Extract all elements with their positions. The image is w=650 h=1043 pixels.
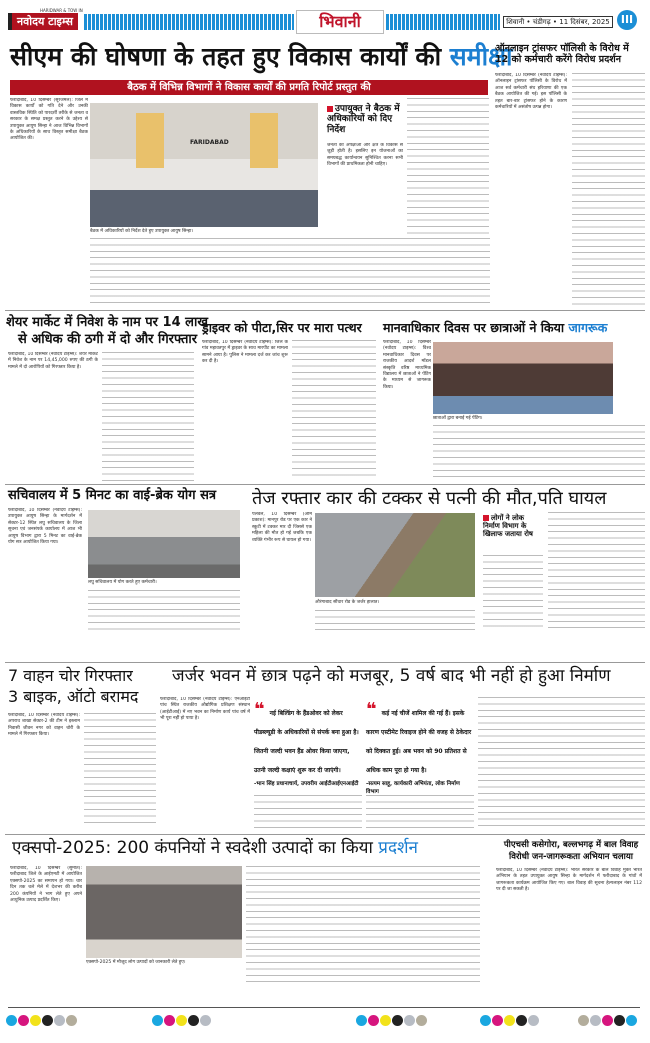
iti-columns-mid	[254, 795, 362, 830]
poster-right	[250, 113, 278, 168]
registration-marks-5	[578, 1011, 638, 1030]
expo-headline: एक्सपो-2025: 200 कंपनियों ने स्वदेशी उत्पादों का किया प्रदर्शन	[12, 838, 418, 858]
accident-headline: तेज रफ्तार कार की टक्कर से पत्नी की मौत,पति घायल	[252, 488, 607, 509]
lead-column-1	[10, 98, 88, 308]
child-marriage-text: फरीदाबाद, 10 दिसम्बर (नवोदय टाइम्स): भारत सरकार के बाल विवाह मुक्त भारत अभियान के तहत उपायुक्त आयुष सिन्हा के मार्गदर्शन में फरीदाबाद के गांवों में जागरूकता कार्यक्रम आयोजित किए गए। बाल विवाह की सूचना हेल्पलाइन नंबर 112 पर दी जा सकती है।	[496, 868, 642, 893]
quote-mark-icon: ❝	[254, 699, 265, 720]
expo-text: फरीदाबाद, 10 दिसम्बर (सुमीत): फरीदाबाद जिले के आईएमटी में आयोजित एक्सपो-2025 का समापन हो गया। चार दिन तक चले मेले में देशभर की करीब 200 कंपनियों ने भाग लेते हुए अपने आधुनिक उत्पाद प्रदर्शित किए।	[10, 866, 82, 904]
divider	[5, 834, 645, 835]
accident-right-columns	[548, 512, 645, 630]
lead-columns-text	[90, 238, 490, 308]
pwd-protest-sidebar: लोगों ने लोक निर्माण विभाग के खिलाफ जताया रोष	[483, 514, 533, 539]
lead-headline-main: सीएम की घोषणा के तहत हुए विकास कार्यों की	[10, 42, 442, 71]
human-rights-text: फरीदाबाद, 10 दिसम्बर (नवोदय टाइम्स): विश्व मानवाधिकार दिवस पर राजकीय आदर्श मॉडल संस्कृति वरिष्ठ माध्यमिक विद्यालय में छात्राओं ने पेंटिंग के माध्यम से जागरूक किया।	[383, 340, 431, 390]
photo-sign: FARIDABAD	[190, 139, 229, 146]
masthead-tagline: HARIDWAR & TOW IN	[40, 8, 83, 13]
thieves-headline-line2: 3 बाइक, ऑटो बरामद	[8, 687, 139, 706]
lead-headline	[10, 44, 513, 69]
registration-marks-3	[356, 1011, 428, 1030]
lead-subhead: बैठक में विभिन्न विभागों ने विकास कार्यों की प्रगति रिपोर्ट प्रस्तुत की	[10, 80, 488, 95]
yoga-headline: सचिवालय में 5 मिनट का वाई-ब्रेक योग सत्र	[8, 488, 217, 503]
yoga-text: फरीदाबाद, 10 दिसम्बर (नवोदय टाइम्स): उपायुक्त आयुष सिन्हा के मार्गदर्शन में सेक्टर-12 स्थित लघु सचिवालय के जिला सूचना एवं जनसंपर्क कार्यालय में आज भी आयुष विभाग द्वारा 5 मिनट का वाई-ब्रेक योग सत्र आयोजित किया गया।	[8, 508, 82, 546]
road-photo	[315, 513, 475, 597]
footer-rule	[8, 1007, 640, 1008]
lead-photo	[90, 103, 318, 227]
expo-headline-accent: प्रदर्शन	[378, 838, 418, 858]
thieves-headline-line1: 7 वाहन चोर गिरफ्तार	[8, 666, 133, 685]
child-marriage-headline-line2: विरोधी जन-जागरूकता अभियान चलाया	[509, 852, 633, 862]
quote1-author: -भान सिंह प्रधानाचार्य, उपवरीय आईटीआईएनआईटी	[254, 781, 359, 787]
divider	[5, 310, 645, 311]
edition-date: शिवानी • चंडीगढ़ • 11 दिसंबर, 2025	[503, 16, 613, 28]
masthead-stripe-left	[84, 14, 294, 30]
fraud-headline-line1: शेयर मार्केट में निवेश के नाम पर 14 लाख	[6, 315, 208, 330]
human-rights-headline: मानवाधिकार दिवस पर छात्राओं ने किया जागरूक	[383, 320, 608, 335]
divider	[5, 484, 645, 485]
fraud-text: फरीदाबाद, 10 दिसम्बर (नवोदय टाइम्स): शेयर मार्केट में निवेश के नाम पर 14,45,000 रुपए की ठगी के मामले में दो आरोपियों को गिरफ्तार किया है।	[8, 352, 98, 370]
driver-columns	[292, 340, 376, 480]
quote2-author: -सत्यम साहू, कार्यकारी अभियंता, लोक निर्माण विभाग	[366, 781, 460, 795]
road-photo-caption: औरंगाबाद सौंधार रोड के जर्जर हालात।	[315, 600, 380, 605]
expo-photo-caption: एक्सपो-2025 में मौजूद लोग उत्पादों को जानकारी लेते हुए।	[86, 960, 186, 965]
fraud-columns	[102, 352, 194, 482]
quote-box-1: ❝ नई बिल्डिंग के हैंडओवर को लेकर पीडब्ल्यूडी के अधिकारियों से संपर्क बना हुआ है। जितनी जल्दी भवन हैंड ओवर किया जाएगा, उतनी जल्दी कक्षाएं शुरू कर दी जाएंगी।	[254, 699, 359, 774]
students-photo	[433, 342, 613, 414]
registration-marks-1	[6, 1011, 78, 1030]
transfer-policy-text: फरीदाबाद, 10 दिसम्बर (नवोदय टाइम्स): ऑनलाइन ट्रांसफर पॉलिसी के विरोध में आज सर्व कर्मचारी संघ हरियाणा की एक बैठक आयोजित की गई। इस पॉलिसी के तहत बार-बार ट्रांसफर होने के कारण कर्मचारियों में असंतोष उत्पन्न होगा।	[495, 73, 567, 111]
quote-box-2: ❝ कई नई चीजें शामिल की गई हैं। इसके कारण एस्टीमेट रिवाइज होने की वजह से ठेकेदार को दिक्कत हुई। अब भवन को 90 प्रतिशत से अधिक काम पूरा हो गया है।	[366, 699, 472, 774]
poster-left	[136, 113, 164, 168]
masthead	[0, 0, 650, 40]
students-photo-caption: छात्राओं द्वारा बनाई गई पेंटिंग।	[433, 416, 483, 421]
quote-mark-icon: ❝	[366, 699, 377, 720]
lead-headline-accent: समीक्षा	[449, 42, 513, 71]
divider	[5, 662, 645, 663]
thieves-text: फरीदाबाद, 10 दिसम्बर (नवोदय टाइम्स): अपराध शाखा सेक्टर-2 की टीम ने इस्लाम निवासी जीवन नगर को वाहन चोरी के मामले में गिरफ्तार किया।	[8, 713, 80, 738]
city-section-label: भिवानी	[296, 10, 384, 34]
bullet-square-icon	[483, 515, 489, 521]
yoga-photo	[88, 510, 240, 578]
iti-columns-mid2	[366, 795, 474, 830]
lead-sidebar-text: जनता की अपेक्षाओं और क्षेत्र के विकास से जुड़ी होती है। इसलिए इन योजनाओं का समयबद्ध कार्यान्वयन सुनिश्चित करना सभी विभागों की प्राथमिकता होनी चाहिए।	[327, 143, 403, 168]
page-number: III	[617, 10, 637, 30]
yoga-photo-caption: लघु सचिवालय में योग करते हुए कर्मचारी।	[88, 580, 157, 585]
accident-text: पलवल, 10 दिसम्बर (ओम प्रकाश): मानपुर रोड पर एक कार ने स्कूटी में टक्कर मार दी जिससे एक महिला की मौत हो गई जबकि एक व्यक्ति गंभीर रूप से घायल हो गया।	[252, 512, 312, 543]
child-marriage-headline-line1: पीएचसी कसेगोरा, बल्लभगढ़ में बाल विवाह	[503, 840, 639, 850]
masthead-stripe-right	[386, 14, 500, 30]
registration-marks-4	[480, 1011, 540, 1030]
accident-columns	[315, 610, 475, 630]
transfer-policy-headline: ऑनलाइन ट्रांसफर पॉलिसी के विरोध में 12 को कर्मचारी करेंगे विरोध प्रदर्शन	[495, 43, 629, 65]
thieves-columns	[84, 713, 156, 828]
transfer-policy-columns	[572, 73, 645, 305]
lead-sidebar-columns	[407, 98, 489, 238]
expo-columns	[246, 866, 480, 984]
human-rights-headline-accent: जागरूक	[568, 320, 608, 335]
expo-photo	[86, 866, 242, 958]
pwd-sidebar-text	[483, 555, 543, 630]
registration-marks-2	[152, 1011, 212, 1030]
iti-text: फरीदाबाद, 10 दिसम्बर (नवोदय टाइम्स): एनआईटी पांच स्थित राजकीय औद्योगिक प्रशिक्षण संस्थान (आईटीआई) में नए भवन का निर्माण कार्य पांच वर्ष में भी पूरा नहीं हो पाया है।	[160, 697, 250, 722]
lead-photo-caption: बैठक में अधिकारियों को निर्देश देते हुए उपायुक्त आयुष सिन्हा।	[90, 229, 194, 234]
lead-sidebar-title: उपायुक्त ने बैठक में अधिकारियों को दिए निर्देश	[327, 104, 400, 135]
yoga-columns	[88, 590, 240, 630]
driver-headline: ड्राइवर को पीटा,सिर पर मारा पत्थर	[202, 320, 362, 335]
newspaper-logo: नवोदय टाइम्स	[8, 13, 78, 30]
driver-text: फरीदाबाद, 10 दिसम्बर (नवोदय टाइम्स): जिले के गांव महावतपुर में ड्राइवर के साथ मारपीट का मामला सामने आया है। पुलिस ने मामला दर्ज कर जांच शुरू कर दी है।	[202, 340, 288, 365]
iti-headline: जर्जर भवन में छात्र पढ़ने को मजबूर, 5 वर्ष बाद भी नहीं हो हुआ निर्माण	[172, 666, 611, 686]
iti-columns-right	[478, 697, 645, 830]
fraud-headline-line2: से अधिक की ठगी में दो और गिरफ्तार	[18, 332, 198, 347]
bullet-square-icon	[327, 106, 333, 112]
lead-body-text: फरीदाबाद, 10 दिसम्बर (सूरजमल): जिले में विकास कार्यों को गति देने और उनकी वास्तविक स्थिति को पारदर्शी तरीके से जनता व सरकार के समक्ष प्रस्तुत करने के उद्देश्य से उपायुक्त आयुष सिन्हा ने आज विभिन्न विभागों के अधिकारियों के साथ विस्तृत समीक्षा बैठक आयोजित की।	[10, 98, 88, 142]
human-rights-columns	[433, 425, 645, 480]
